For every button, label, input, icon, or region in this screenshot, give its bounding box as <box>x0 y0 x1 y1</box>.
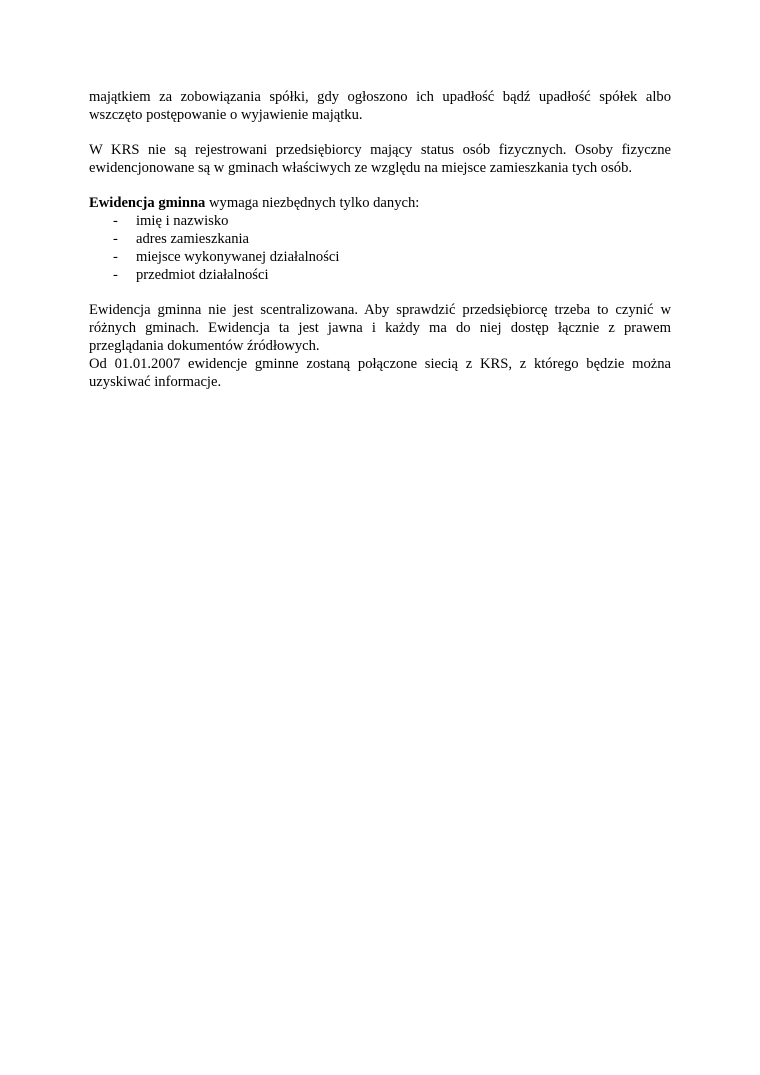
list-item <box>89 230 671 248</box>
paragraph-connection: Od 01.01.2007 ewidencje gminne zostaną połączone siecią z KRS, z którego będzie można uzyskiwać informacje. <box>89 356 671 390</box>
list-item <box>89 212 671 230</box>
list-item <box>89 248 671 266</box>
dash-bullet: - <box>113 213 118 229</box>
paragraph-assets: majątkiem za zobowiązania spółki, gdy ogłoszono ich upadłość bądź upadłość spółek albo wszczęto postępowanie o wyjawienie majątku. <box>89 89 671 123</box>
dash-bullet: - <box>113 231 118 247</box>
bold-term: Ewidencja gminna <box>89 195 206 211</box>
list-item-text: imię i nazwisko <box>136 213 229 229</box>
paragraph-spacer <box>89 177 671 194</box>
paragraph-decentralized: Ewidencja gminna nie jest scentralizowana. Aby sprawdzić przedsiębiorcę trzeba to czynić w różnych gminach. Ewidencja ta jest jawna i każdy ma do niej dostęp łącznie z prawem przeglądania dokumentów źródłowych. <box>89 302 671 354</box>
dash-bullet: - <box>113 267 118 283</box>
paragraph-ewidencja-heading <box>89 194 671 212</box>
list-item-text: przedmiot działalności <box>136 267 269 283</box>
list-item-text: miejsce wykonywanej działalności <box>136 249 340 265</box>
heading-rest: wymaga niezbędnych tylko danych: <box>205 195 420 211</box>
paragraph-krs: W KRS nie są rejestrowani przedsiębiorcy mający status osób fizycznych. Osoby fizyczne ewidencjonowane są w gminach właściwych ze względu na miejsce zamieszkania tych osób. <box>89 142 671 176</box>
paragraph-spacer <box>89 124 671 141</box>
paragraph-spacer <box>89 284 671 301</box>
document-page <box>89 88 671 391</box>
required-data-list <box>89 212 671 284</box>
dash-bullet: - <box>113 249 118 265</box>
list-item <box>89 266 671 284</box>
list-item-text: adres zamieszkania <box>136 231 250 247</box>
